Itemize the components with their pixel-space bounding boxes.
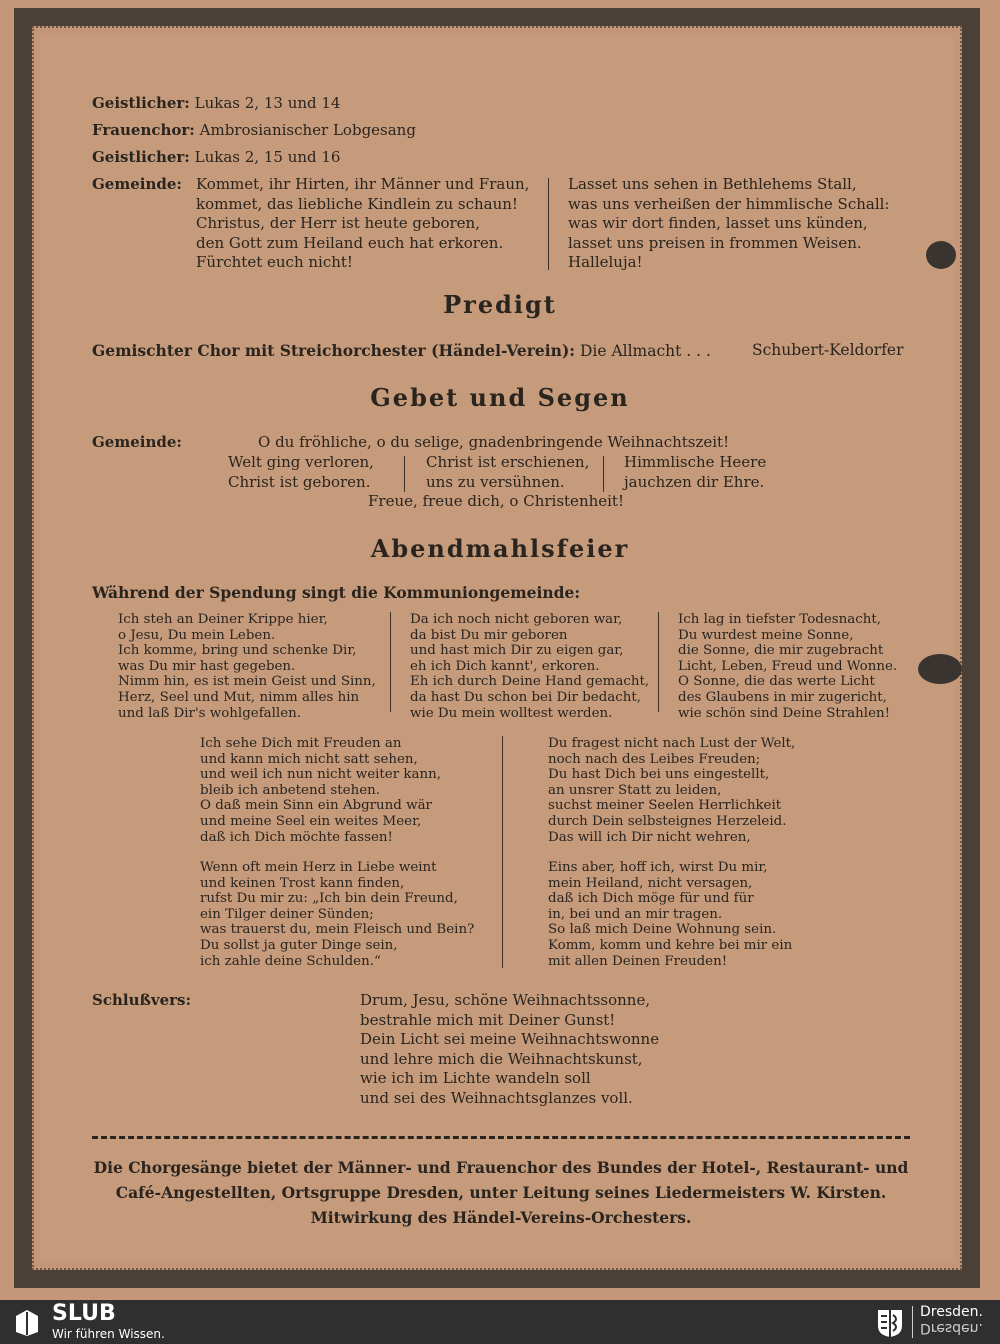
verse-line: daß ich Dich möge für und für [548,891,754,907]
verse-line: Fürchtet euch nicht! [196,253,353,271]
stanza-6 [200,860,474,969]
dresden-wordmark[interactable]: Dresden. [920,1304,983,1320]
verse-line: O Sonne, die das werte Licht [678,674,875,690]
gemeinde2-last: Freue, freue dich, o Christenheit! [368,492,624,510]
verse-line: was uns verheißen der himmlische Schall: [568,194,890,213]
verse-line: noch nach des Leibes Freuden; [548,751,761,767]
verse-line: was trauerst du, mein Fleisch und Bein? [200,922,475,938]
verse-line: Du hast Dich bei uns eingestellt, [548,767,770,783]
verse-line: Drum, Jesu, schöne Weihnachtssonne, [360,991,651,1009]
library-footer-bar [0,1300,1000,1344]
bar-divider [912,1306,913,1338]
ink-stain [926,241,956,269]
header-line-3 [92,150,340,166]
spendung-line: Während der Spendung singt die Kommuniongemeinde: [92,583,581,602]
reference-text: Lukas 2, 15 und 16 [194,148,341,166]
verse-line: und sei des Weihnachtsglanzes voll. [360,1088,633,1107]
verse-line: Ich sehe Dich mit Freuden an [200,736,402,751]
gemeinde2-col3 [624,455,766,494]
verse-line: daß ich Dich möchte fassen! [200,829,393,845]
piece-title: Die Allmacht . . . [579,342,711,360]
verse-line: die Sonne, die mir zugebracht [678,643,884,659]
verse-line: und hast mich Dir zu eigen gar, [410,643,624,659]
section-heading-abendmahl: Abendmahlsfeier [370,534,630,563]
verse-line: Lasset uns sehen in Bethlehems Stall, [568,175,857,193]
stanza-1 [118,612,376,721]
composer: Schubert-Keldorfer [752,341,904,359]
footer-note [92,1155,910,1230]
verse-line: So laß mich Deine Wohnung sein. [548,922,777,938]
verse-line: was Du mir hast gegeben. [118,658,296,674]
stanza-2 [410,612,649,721]
stanza-3 [678,612,897,721]
column-divider [502,736,503,968]
verse-line: ich zahle deine Schulden.“ [200,953,381,969]
gemeinde2-line1: O du fröhliche, o du selige, gnadenbringende Weihnachtszeit! [258,433,730,451]
verse-line: Welt ging verloren, [228,453,374,471]
role-label: Geistlicher: [92,94,190,112]
verse-line: Wenn oft mein Herz in Liebe weint [200,860,437,875]
gemeinde-label: Gemeinde: [92,175,182,193]
gemeinde-verse-right [568,177,889,275]
verse-line: lasset uns preisen in frommen Weisen. [568,233,862,252]
verse-line: da bist Du mir geboren [410,627,568,643]
verse-line: an unsrer Statt zu leiden, [548,782,722,798]
verse-line: Halleluja! [568,253,643,271]
verse-line: eh ich Dich kannt', erkoren. [410,658,600,674]
slub-logo-icon [12,1308,42,1338]
verse-line: O daß mein Sinn ein Abgrund wär [200,798,432,814]
verse-line: o Jesu, Du mein Leben. [118,627,276,643]
column-divider [658,612,659,712]
gemeinde-verse-left [196,177,529,275]
verse-line: und lehre mich die Weihnachtskunst, [360,1049,643,1068]
verse-line: bestrahle mich mit Deiner Gunst! [360,1010,616,1029]
verse-line: da hast Du schon bei Dir bedacht, [410,689,642,705]
verse-line: Dein Licht sei meine Weihnachtswonne [360,1030,660,1048]
verse-line: den Gott zum Heiland euch hat erkoren. [196,233,504,252]
column-divider [404,456,405,492]
verse-line: Ich komme, bring und schenke Dir, [118,643,357,659]
column-divider [390,612,391,712]
verse-line: mit allen Deinen Freuden! [548,953,728,969]
chor-line [92,343,711,360]
gemeinde-label-2: Gemeinde: [92,433,182,451]
verse-line: Ich lag in tiefster Todesnacht, [678,612,881,627]
verse-line: jauchzen dir Ehre. [624,472,765,491]
verse-line: bleib ich anbetend stehen. [200,782,381,798]
verse-line: uns zu versühnen. [426,472,565,491]
dresden-wordmark-mirror: Dresden. [920,1320,983,1336]
verse-line: in, bei und an mir tragen. [548,906,723,922]
footer-line: Die Chorgesänge bietet der Männer- und Frauenchor des Bundes der Hotel-, Restaurant- und [93,1158,909,1177]
gemeinde2-col1 [228,455,374,494]
section-heading-gebet: Gebet und Segen [370,383,630,412]
role-label: Frauenchor: [92,121,195,139]
verse-line: kommet, das liebliche Kindlein zu schaun! [196,194,518,213]
verse-line: und meine Seel ein weites Meer, [200,813,422,829]
section-heading-predigt: Predigt [443,290,557,319]
verse-line: ein Tilger deiner Sünden; [200,906,374,922]
verse-line: Himmlische Heere [624,453,767,471]
gemeinde2-col2 [426,455,589,494]
reference-text: Ambrosianischer Lobgesang [199,121,416,139]
verse-line: Da ich noch nicht geboren war, [410,612,623,627]
reference-text: Lukas 2, 13 und 14 [194,94,341,112]
verse-line: Das will ich Dir nicht wehren, [548,829,751,845]
schlussvers-text [360,991,659,1108]
verse-line: Christus, der Herr ist heute geboren, [196,214,480,232]
column-divider [603,456,604,492]
header-line-1 [92,96,340,112]
role-label: Geistlicher: [92,148,190,166]
verse-line: und kann mich nicht satt sehen, [200,751,418,767]
stanza-7 [548,860,792,969]
verse-line: wie schön sind Deine Strahlen! [678,705,890,721]
dashed-divider [92,1136,910,1139]
verse-line: Licht, Leben, Freud und Wonne. [678,658,898,674]
chor-description: Gemischter Chor mit Streichorchester (Händel-Verein): [92,341,576,360]
header-line-2 [92,123,416,139]
verse-line: Herz, Seel und Mut, nimm alles hin [118,689,360,705]
footer-line: Café-Angestellten, Ortsgruppe Dresden, unter Leitung seines Liedermeisters W. Kirsten. [115,1183,887,1202]
verse-line: Eh ich durch Deine Hand gemacht, [410,674,650,690]
verse-line: suchst meiner Seelen Herrlichkeit [548,798,782,814]
verse-line: wie ich im Lichte wandeln soll [360,1069,591,1087]
verse-line: Nimm hin, es ist mein Geist und Sinn, [118,674,376,690]
verse-line: Komm, komm und kehre bei mir ein [548,937,793,953]
verse-line: rufst Du mir zu: „Ich bin dein Freund, [200,891,458,907]
slub-tagline: Wir führen Wissen. [52,1327,165,1341]
verse-line: was wir dort finden, lasset uns künden, [568,214,868,232]
ink-stain [918,654,962,684]
stanza-5 [548,736,795,845]
verse-line: und laß Dir's wohlgefallen. [118,705,302,721]
verse-line: wie Du mein wolltest werden. [410,705,613,721]
verse-line: Christ ist erschienen, [426,453,590,471]
verse-line: Kommet, ihr Hirten, ihr Männer und Fraun, [196,175,530,193]
verse-line: und keinen Trost kann finden, [200,875,405,891]
verse-line: durch Dein selbsteignes Herzeleid. [548,813,787,829]
verse-line: Eins aber, hoff ich, wirst Du mir, [548,860,768,875]
verse-line: Ich steh an Deiner Krippe hier, [118,612,328,627]
verse-line: Du wurdest meine Sonne, [678,627,854,643]
verse-line: Du sollst ja guter Dinge sein, [200,937,398,953]
slub-logo-text[interactable]: SLUB [52,1301,116,1326]
dresden-coat-of-arms-icon [876,1308,904,1338]
footer-line: Mitwirkung des Händel-Vereins-Orchesters. [310,1208,692,1227]
verse-line: mein Heiland, nicht versagen, [548,875,753,891]
verse-line: und weil ich nun nicht weiter kann, [200,767,441,783]
verse-line: des Glaubens in mir zugericht, [678,689,887,705]
verse-line: Christ ist geboren. [228,472,371,491]
verse-line: Du fragest nicht nach Lust der Welt, [548,736,796,751]
stanza-4 [200,736,441,845]
column-divider [548,178,549,270]
schlussvers-label: Schlußvers: [92,991,192,1009]
